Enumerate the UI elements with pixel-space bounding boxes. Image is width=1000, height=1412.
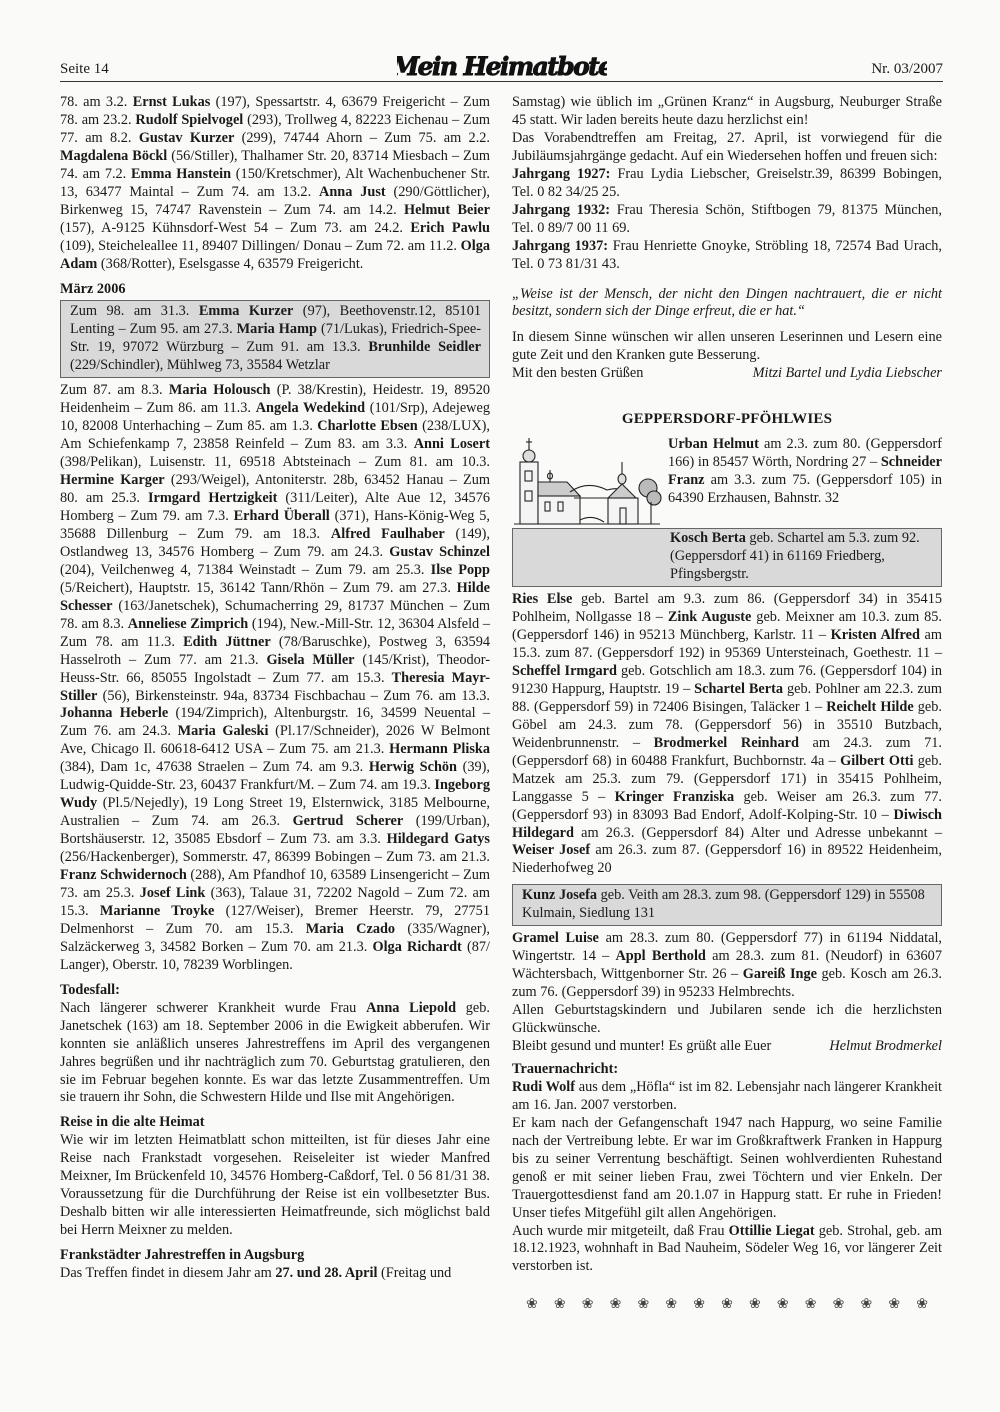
- march-highlight-box: [60, 300, 490, 378]
- text-run: (Freitag und: [377, 1265, 452, 1282]
- text-run: geb. Kosch am 26.3. zum 76. (Geppersdorf 39) in 95233 Helmbrechts.: [512, 966, 942, 1001]
- text-run: Frau Lydia Liebscher, Greiselstr.39, 86399 Bobingen, Tel. 0 82 34/25 25.: [512, 165, 942, 200]
- february-birthdays-text: [60, 94, 490, 274]
- bold-name: Hilde Schesser: [60, 579, 490, 614]
- bold-name: Kunz Josefa: [522, 887, 598, 904]
- text-run: geb. Matzek am 25.3. zum 79. (Geppersdorf 171) in 35415 Pohlheim, Langgasse 5 –: [512, 752, 942, 805]
- mourning-heading: Trauernachricht:: [512, 1060, 619, 1077]
- text-run: (363), Talaue 31, 72202 Nagold – Zum 72. am 15.3.: [60, 884, 490, 919]
- church-illustration-icon: [512, 436, 662, 528]
- text-run: (127/Weiser), Bremer Heerstr. 79, 27751 Delmenhorst – Zum 70. am 15.3.: [60, 902, 490, 937]
- text-run: Das Treffen findet in diesem Jahr am: [60, 1265, 276, 1282]
- text-run: am 24.3. zum 71. (Geppersdorf 68) in 60488 Frankfurt, Buchbornstr. 4a –: [512, 734, 942, 769]
- text-run: (109), Steicheleallee 11, 89407 Dillingen/ Donau – Zum 72. am 11.2.: [60, 237, 461, 254]
- bold-name: Maria Holousch: [168, 382, 271, 399]
- page-header: [60, 48, 943, 82]
- text-run: (238/LUX), Am Schiefenkamp 7, 23858 Reinfeld – Zum 83. am 3.3.: [60, 418, 490, 453]
- left-column: [60, 94, 490, 1283]
- text-run: (293/Weigel), Antoniterstr. 28b, 63452 Hanau – Zum 80. am 25.3.: [60, 472, 490, 507]
- text-run: (293), Trollweg 4, 82223 Eichenau – Zum 77. am 8.2.: [60, 111, 490, 146]
- text-run: (157), A-9125 Kühnsdorf-West 54 – Zum 73. am 24.2.: [60, 219, 411, 236]
- bold-name: Appl Berthold: [615, 948, 706, 965]
- contact-1937: [512, 238, 942, 274]
- bold-name: Gilbert Otti: [840, 752, 914, 769]
- contact-1927: [512, 166, 942, 202]
- death-text: [60, 1000, 490, 1108]
- text-run: geb. Pohlner am 22.3. zum 88. (Geppersdorf 59) in 72406 Bisingen, Taläcker 1 –: [512, 680, 942, 715]
- text-run: (256/Hackenberger), Sommerstr. 47, 86399 Bobingen – Zum 73. am 21.3.: [60, 849, 490, 866]
- text-run: Nach längerer schwerer Krankheit wurde Frau: [60, 999, 367, 1016]
- text-run: (299), 74744 Ahorn – Zum 75. am 2.2.: [234, 129, 490, 146]
- contact-1932: [512, 202, 942, 238]
- text-run: geb. Weiser am 26.3. zum 77. (Geppersdorf 93) in 83093 Bad Endorf, Adolf-Kolping-Str. 10 –: [512, 788, 942, 823]
- text-run: am 28.3. zum 80. (Geppersdorf 77) in 61194 Niddatal, Wingertstr. 14 –: [512, 930, 943, 965]
- issue-number: Nr. 03/2007: [871, 61, 943, 77]
- flower-icon: ❀: [916, 1297, 928, 1313]
- flower-icon: ❀: [665, 1297, 678, 1313]
- death-heading: Todesfall:: [60, 981, 120, 998]
- text-run: (311/Leiter), Alte Aue 12, 34576 Homberg – Zum 79. am 7.3.: [60, 490, 491, 524]
- bold-name: Theresia Mayr-Stiller: [60, 669, 490, 704]
- text-run: (229/Schindler), Mühlweg 73, 35584 Wetzlar: [70, 357, 330, 374]
- flower-icon: ❀: [526, 1297, 538, 1313]
- page-number: Seite 14: [60, 61, 109, 77]
- section-heading-geppersdorf: GEPPERSDORF-PFÖHLWIES: [621, 411, 833, 428]
- text-run: (398/Pelikan), Luisenstr. 11, 69518 Abtsteinach – Zum 81. am 10.3.: [60, 454, 490, 471]
- text-run: geb. Bartel am 9.3. zum 86. (Geppersdorf 34) in 35415 Pohlheim, Nollgasse 18 –: [512, 591, 942, 626]
- kunz-highlight-box: [512, 884, 942, 926]
- text-run: (87/ Langer), Oberstr. 10, 78239 Worblingen.: [60, 938, 491, 973]
- right-column: [512, 94, 942, 1314]
- flower-icon: ❀: [693, 1297, 705, 1313]
- bold-name: Anneliese Zimprich: [127, 615, 249, 632]
- quote-text: [512, 286, 942, 322]
- text-run: (197), Spessartstr. 4, 63679 Freigericht – Zum 78. am 23.2.: [60, 94, 490, 128]
- bold-name: Ottillie Liegat: [728, 1222, 815, 1239]
- text-run: (194), New.-Mill-Str. 12, 36304 Alsfeld – Zum 78. am 11.3.: [60, 615, 490, 650]
- flower-icon: ❀: [888, 1297, 901, 1313]
- text-run: (39), Ludwig-Quidde-Str. 23, 60437 Frankfurt/M. – Zum 74. am 19.3.: [60, 759, 490, 794]
- text-run: geb. Veith am 28.3. zum 98. (Geppersdorf 129) in 55508 Kulmain, Siedlung 131: [522, 887, 925, 922]
- greeting-text: [512, 1002, 942, 1038]
- bold-name: Hermine Karger: [60, 472, 165, 489]
- text-run: geb. Meixner am 10.3. zum 85. (Geppersdorf 146) in 95213 Münchberg, Karlstr. 11 –: [512, 609, 942, 644]
- bold-name: Zink Auguste: [667, 609, 752, 626]
- bold-name: Helmut Beier: [404, 201, 490, 218]
- meeting-text: [60, 1265, 490, 1283]
- italic-text: „Weise ist der Mensch, der nicht den Dingen nachtrauert, die er nicht besitzt, sondern sich der Dinge erfreut, die er hat.“: [512, 285, 942, 320]
- bold-name: Erich Pawlu: [410, 219, 490, 236]
- greeting-signature-name: Helmut Brodmerkel: [829, 1037, 942, 1054]
- flower-icon: ❀: [804, 1297, 817, 1313]
- svg-text:Mein Heimatbote: Mein Heimatbote: [396, 52, 607, 81]
- bold-name: Johanna Heberle: [60, 705, 169, 722]
- text-run: Zum 87. am 8.3.: [60, 382, 169, 399]
- bold-name: Gertrud Scherer: [292, 813, 404, 830]
- text-run: Auch wurde mir mitgeteilt, daß Frau: [512, 1222, 729, 1239]
- bold-name: Emma Hanstein: [131, 165, 232, 182]
- text-run: (Pl.17/Schneider), 2026 W Belmont Ave, Chicago Il. 60618-6412 USA – Zum 75. am 21.3.: [60, 723, 490, 758]
- text-run: (368/Rotter), Eselsgasse 4, 63579 Freigericht.: [97, 255, 364, 272]
- bold-name: Josef Link: [139, 884, 206, 901]
- flower-ornament-row: [512, 1296, 942, 1314]
- bold-name: Edith Jüttner: [183, 633, 271, 650]
- bold-name: Erhard Überall: [233, 507, 330, 524]
- flower-icon: ❀: [609, 1297, 622, 1313]
- bold-name: Charlotte Ebsen: [317, 418, 418, 435]
- bold-name: Schneider Franz: [668, 454, 942, 489]
- text-run: am 28.3. zum 81. (Neudorf) in 63607 Wächtersbach, Wittgenborner Str. 26 –: [512, 948, 942, 983]
- bold-name: Kringer Franziska: [614, 788, 735, 805]
- text-run: (288), Am Pfandhof 10, 63589 Linsengericht – Zum 73. am 25.3.: [60, 867, 490, 901]
- flower-icon: ❀: [553, 1297, 566, 1313]
- bold-name: Urban Helmut: [668, 436, 759, 453]
- bold-name: Gisela Müller: [266, 651, 355, 668]
- bold-name: Angela Wedekind: [255, 400, 366, 417]
- flower-icon: ❀: [860, 1297, 873, 1313]
- text-run: (145/Krist), Theodor-Heuss-Str. 66, 85055 Ingolstadt – Zum 77. am 15.3.: [60, 651, 491, 686]
- text-run: aus dem „Höfla“ ist im 82. Lebensjahr nach längerer Krankheit am 16. Jan. 2007 verstorben.: [512, 1078, 943, 1113]
- bold-name: Herwig Schön: [368, 759, 458, 776]
- bold-name: Gustav Schinzel: [389, 543, 490, 560]
- text-run: Er kam nach der Gefangenschaft 1947 nach Happurg, wo seine Familie nach der Vertreibung lebte. Er war im Großkraftwerk Franken in Happurg bis zu seiner Verrentung beschäftigt. Seinen wohlverdienten Ruhestand genoß er mit seiner lieben Frau, zwei Töchtern und vier Enkeln. Der Trauergottesdienst fand am 20.1.07 in Happurg statt. Er ruhe in Frieden! Unser tiefes Mitgefühl gilt allen Angehörigen.: [512, 1114, 942, 1221]
- mourning-text-3: [512, 1223, 942, 1277]
- meeting-text-continued: [512, 94, 942, 130]
- text-run: (5/Reichert), Hauptstr. 15, 36142 Tann/Rhön – Zum 79. am 27.3.: [60, 579, 457, 596]
- bold-name: Maria Galeski: [177, 723, 269, 740]
- text-run: (290/Göttlicher), Birkenweg 15, 74747 Ravenstein – Zum 74. am 14.2.: [60, 183, 490, 218]
- bold-name: Rudolf Spielvogel: [135, 111, 244, 128]
- masthead-logo: [60, 48, 943, 89]
- text-run: am 15.3. zum 87. (Geppersdorf 192) in 95369 Untersteinach, Goethestr. 11 –: [512, 627, 942, 661]
- masthead-blackletter-logo: [397, 48, 607, 82]
- text-run: geb. Gotschlich am 18.3. zum 76. (Geppersdorf 104) in 91230 Happurg, Hauptstr. 19 –: [512, 662, 942, 697]
- text-run: (371), Hans-König-Weg 5, 35688 Dillenburg – Zum 79. am 18.3.: [60, 507, 490, 542]
- bold-name: Ingeborg Wudy: [60, 777, 490, 812]
- kosch-highlight-box: [512, 528, 942, 587]
- bold-name: Gustav Kurzer: [138, 129, 235, 146]
- geppersdorf-intro-text: [668, 436, 942, 508]
- flower-icon: ❀: [637, 1297, 650, 1313]
- text-run: (150/Kretschmer), Alt Wachenbuchener Str. 13, 63477 Maintal – Zum 74. am 13.2.: [60, 165, 490, 200]
- flower-icon: ❀: [581, 1297, 594, 1313]
- flower-icon: ❀: [749, 1297, 761, 1313]
- text-run: (199/Urban), Bortshäuserstr. 12, 35085 Ebsdorf – Zum 73. am 3.3.: [60, 813, 490, 848]
- text-run: (78/Baruschke), Postweg 3, 63594 Hasselroth – Zum 77. am 21.3.: [60, 633, 490, 668]
- text-run: geb. Göbel am 24.3. zum 78. (Geppersdorf 56) in 35510 Butzbach, Weidenbrunnenstr. –: [512, 698, 942, 751]
- mourning-text-2: [512, 1115, 942, 1223]
- bold-name: Schartel Berta: [694, 680, 784, 697]
- bold-name: Ilse Popp: [430, 561, 490, 578]
- bold-name: 27. und 28. April: [275, 1265, 378, 1282]
- text-run: geb. Janetschek (163) am 18. September 2006 in die Ewigkeit abberufen. Wir konnten sie anläßlich unseres Jahrestreffens im April des vergangenen Jahres begrüßen und ihr nachträglich zum 70. Geburtstag gratulieren, den sie im Februar begehen konnte. Es war das letzte Zusammentreffen. Um sie trauern ihr Sohn, die Schwestern Hilde und Ilse mit Angehörigen.: [60, 999, 490, 1106]
- text-run: Wie wir im letzten Heimatblatt schon mitteilten, ist für dieses Jahr eine Reise nach Frankstadt vorgesehen. Reiseleiter ist wieder Manfred Meixner, Im Brückenfeld 10, 34576 Homberg-Caßdorf, Tel. 0 56 81/31 38. Voraussetzung für die Durchführung der Reise ist ein vollbesetzter Bus. Deshalb bitten wir alle interessierten Heimatfreunde, sich möglichst bald bei Herrn Meixner zu melden.: [60, 1132, 490, 1239]
- bold-name: Hildegard Gatys: [386, 831, 490, 848]
- trip-text: [60, 1132, 490, 1240]
- bold-name: Maria Hamp: [236, 321, 317, 338]
- bold-name: Jahrgang 1932:: [512, 201, 611, 218]
- text-run: (335/Wagner), Salzäckerweg 3, 34582 Borken – Zum 70. am 21.3.: [60, 920, 490, 955]
- eve-meeting-text: [512, 130, 942, 166]
- text-run: Samstag) wie üblich im „Grünen Kranz“ in Augsburg, Neuburger Straße 45 statt. Wir laden bereits heute dazu herzlichst ein!: [512, 94, 942, 128]
- bold-name: Weiser Josef: [512, 842, 591, 859]
- text-run: am 26.3. (Geppersdorf 84) Alter und Adresse unbekannt –: [573, 824, 942, 841]
- mourning-text-1: [512, 1079, 942, 1115]
- text-run: Allen Geburtstagskindern und Jubilaren sende ich die herzlichsten Glückwünsche.: [512, 1002, 942, 1037]
- text-run: (97), Beethovenstr.12, 85101 Lenting – Zum 95. am 27.3.: [70, 303, 482, 338]
- bold-name: Jahrgang 1927:: [512, 165, 611, 182]
- bold-name: Alfred Faulhaber: [330, 525, 445, 542]
- text-run: am 3.3. zum 75. (Geppersdorf 105) in 64390 Erzhausen, Bahnstr. 32: [668, 472, 942, 507]
- bold-name: Kristen Alfred: [830, 627, 920, 644]
- bold-name: Reichelt Hilde: [826, 698, 914, 715]
- bold-name: Kosch Berta: [670, 530, 746, 547]
- text-run: am 2.3. zum 80. (Geppersdorf 166) in 85457 Wörth, Nordring 27 –: [668, 436, 942, 471]
- text-run: Frau Henriette Gnoyke, Ströbling 18, 72574 Bad Urach, Tel. 0 73 81/31 43.: [512, 237, 943, 272]
- text-run: geb. Strohal, geb. am 18.12.1923, wohnhaft in Bad Nauheim, Södeler Weg 16, vor längerer Zeit verstorben ist.: [512, 1222, 942, 1275]
- bold-name: Ries Else: [512, 591, 573, 608]
- bold-name: Rudi Wolf: [512, 1078, 576, 1095]
- text-run: (149), Ostlandweg 13, 34576 Homberg – Zum 79. am 24.3.: [60, 525, 490, 560]
- bold-name: Emma Kurzer: [198, 303, 294, 320]
- signature-greeting: Mit den besten Grüßen: [512, 365, 644, 382]
- geppersdorf-birthdays-text: [512, 591, 942, 878]
- text-run: (56/Stiller), Thalhamer Str. 20, 83714 Miesbach – Zum 74. am 7.2.: [60, 147, 490, 182]
- bold-name: Anni Losert: [413, 436, 490, 453]
- bold-name: Anna Just: [319, 183, 386, 200]
- greeting-signature-text: Bleibt gesund und munter! Es grüßt alle Euer: [512, 1037, 772, 1054]
- bold-name: Irmgard Hertzigkeit: [147, 490, 278, 507]
- bold-name: Hermann Pliska: [389, 741, 490, 758]
- kosch-highlight-text: [522, 530, 933, 584]
- text-run: (163/Janetschek), Schumacherring 29, 81737 München – Zum 78. am 8.3.: [60, 597, 490, 632]
- bold-name: Scheffel Irmgard: [512, 662, 617, 679]
- bold-name: Marianne Troyke: [99, 902, 215, 919]
- bold-name: Brodmerkel Reinhard: [653, 734, 799, 751]
- greeting-signature-row: [512, 1038, 942, 1056]
- text-run: (384), Dam 1c, 47638 Straelen – Zum 74. am 9.3.: [60, 759, 369, 776]
- march-highlight-text: [70, 303, 481, 375]
- signature-names: Mitzi Bartel und Lydia Liebscher: [752, 365, 942, 382]
- signature-row: [512, 365, 942, 383]
- bold-name: Olga Adam: [60, 237, 490, 272]
- geppersdorf-birthdays-text-2: [512, 930, 942, 1002]
- flower-icon: ❀: [832, 1297, 845, 1313]
- meeting-heading: Frankstädter Jahrestreffen in Augsburg: [60, 1247, 305, 1264]
- march-heading: März 2006: [60, 280, 126, 297]
- kunz-highlight-text: [522, 887, 933, 923]
- geppersdorf-intro: [512, 436, 942, 508]
- bold-name: Olga Richardt: [372, 938, 462, 955]
- bold-name: Franz Schwidernoch: [60, 867, 187, 884]
- flower-icon: ❀: [776, 1297, 789, 1313]
- text-run: am 26.3. zum 87. (Geppersdorf 16) in 89522 Heidenheim, Niederhofweg 20: [512, 842, 942, 877]
- bold-name: Anna Liepold: [366, 999, 457, 1016]
- text-run: Zum 98. am 31.3.: [70, 303, 199, 320]
- bold-name: Maria Czado: [305, 920, 396, 937]
- text-run: (194/Zimprich), Altenburgstr. 16, 34599 Neuental – Zum 76. am 24.3.: [60, 705, 491, 740]
- trip-heading: Reise in die alte Heimat: [60, 1114, 205, 1131]
- text-run: (71/Lukas), Friedrich-Spee-Str. 19, 97072 Würzburg – Zum 91. am 13.3.: [70, 321, 481, 356]
- text-run: (204), Veilchenweg 4, 71384 Weinstadt – Zum 79. am 25.3.: [60, 561, 431, 578]
- bold-name: Jahrgang 1937:: [512, 237, 609, 254]
- text-run: (56), Birkensteinstr. 94a, 83734 Fischbachau – Zum 76. am 13.3.: [97, 687, 490, 704]
- text-run: Frau Theresia Schön, Stiftbogen 79, 81375 München, Tel. 0 89/7 00 11 69.: [512, 201, 942, 236]
- bold-name: Magdalena Böckl: [60, 147, 168, 164]
- text-run: Das Vorabendtreffen am Freitag, 27. April, ist vorwiegend für die Jubiläumsjahrgänge gedacht. Auf ein Wiedersehen hoffen und freuen sich:: [512, 129, 942, 164]
- march-birthdays-text: [60, 382, 490, 974]
- bold-name: Gareiß Inge: [742, 966, 817, 983]
- text-run: (101/Srp), Adejeweg 10, 82008 Unterhaching – Zum 85. am 1.3.: [60, 400, 490, 435]
- bold-name: Gramel Luise: [512, 930, 599, 947]
- text-run: In diesem Sinne wünschen wir allen unseren Leserinnen und Lesern eine gute Zeit und den Kranken gute Besserung.: [512, 329, 942, 364]
- text-run: 78. am 3.2.: [60, 94, 133, 110]
- text-run: (Pl.5/Nejedly), 19 Long Street 19, Elsternwick, 3185 Melbourne, Australien – Zum 74. am 26.3.: [60, 795, 490, 830]
- bold-name: Ernst Lukas: [132, 94, 211, 110]
- text-run: geb. Schartel am 5.3. zum 92. (Geppersdorf 41) in 61169 Friedberg, Pfingsbergstr.: [670, 530, 920, 583]
- wish-text: [512, 329, 942, 365]
- bold-name: Brunhilde Seidler: [368, 339, 481, 356]
- text-run: (P. 38/Krestin), Heidestr. 19, 89520 Heidenheim – Zum 86. am 11.3.: [60, 382, 490, 417]
- bold-name: Diwisch Hildegard: [512, 806, 942, 841]
- flower-icon: ❀: [721, 1297, 733, 1313]
